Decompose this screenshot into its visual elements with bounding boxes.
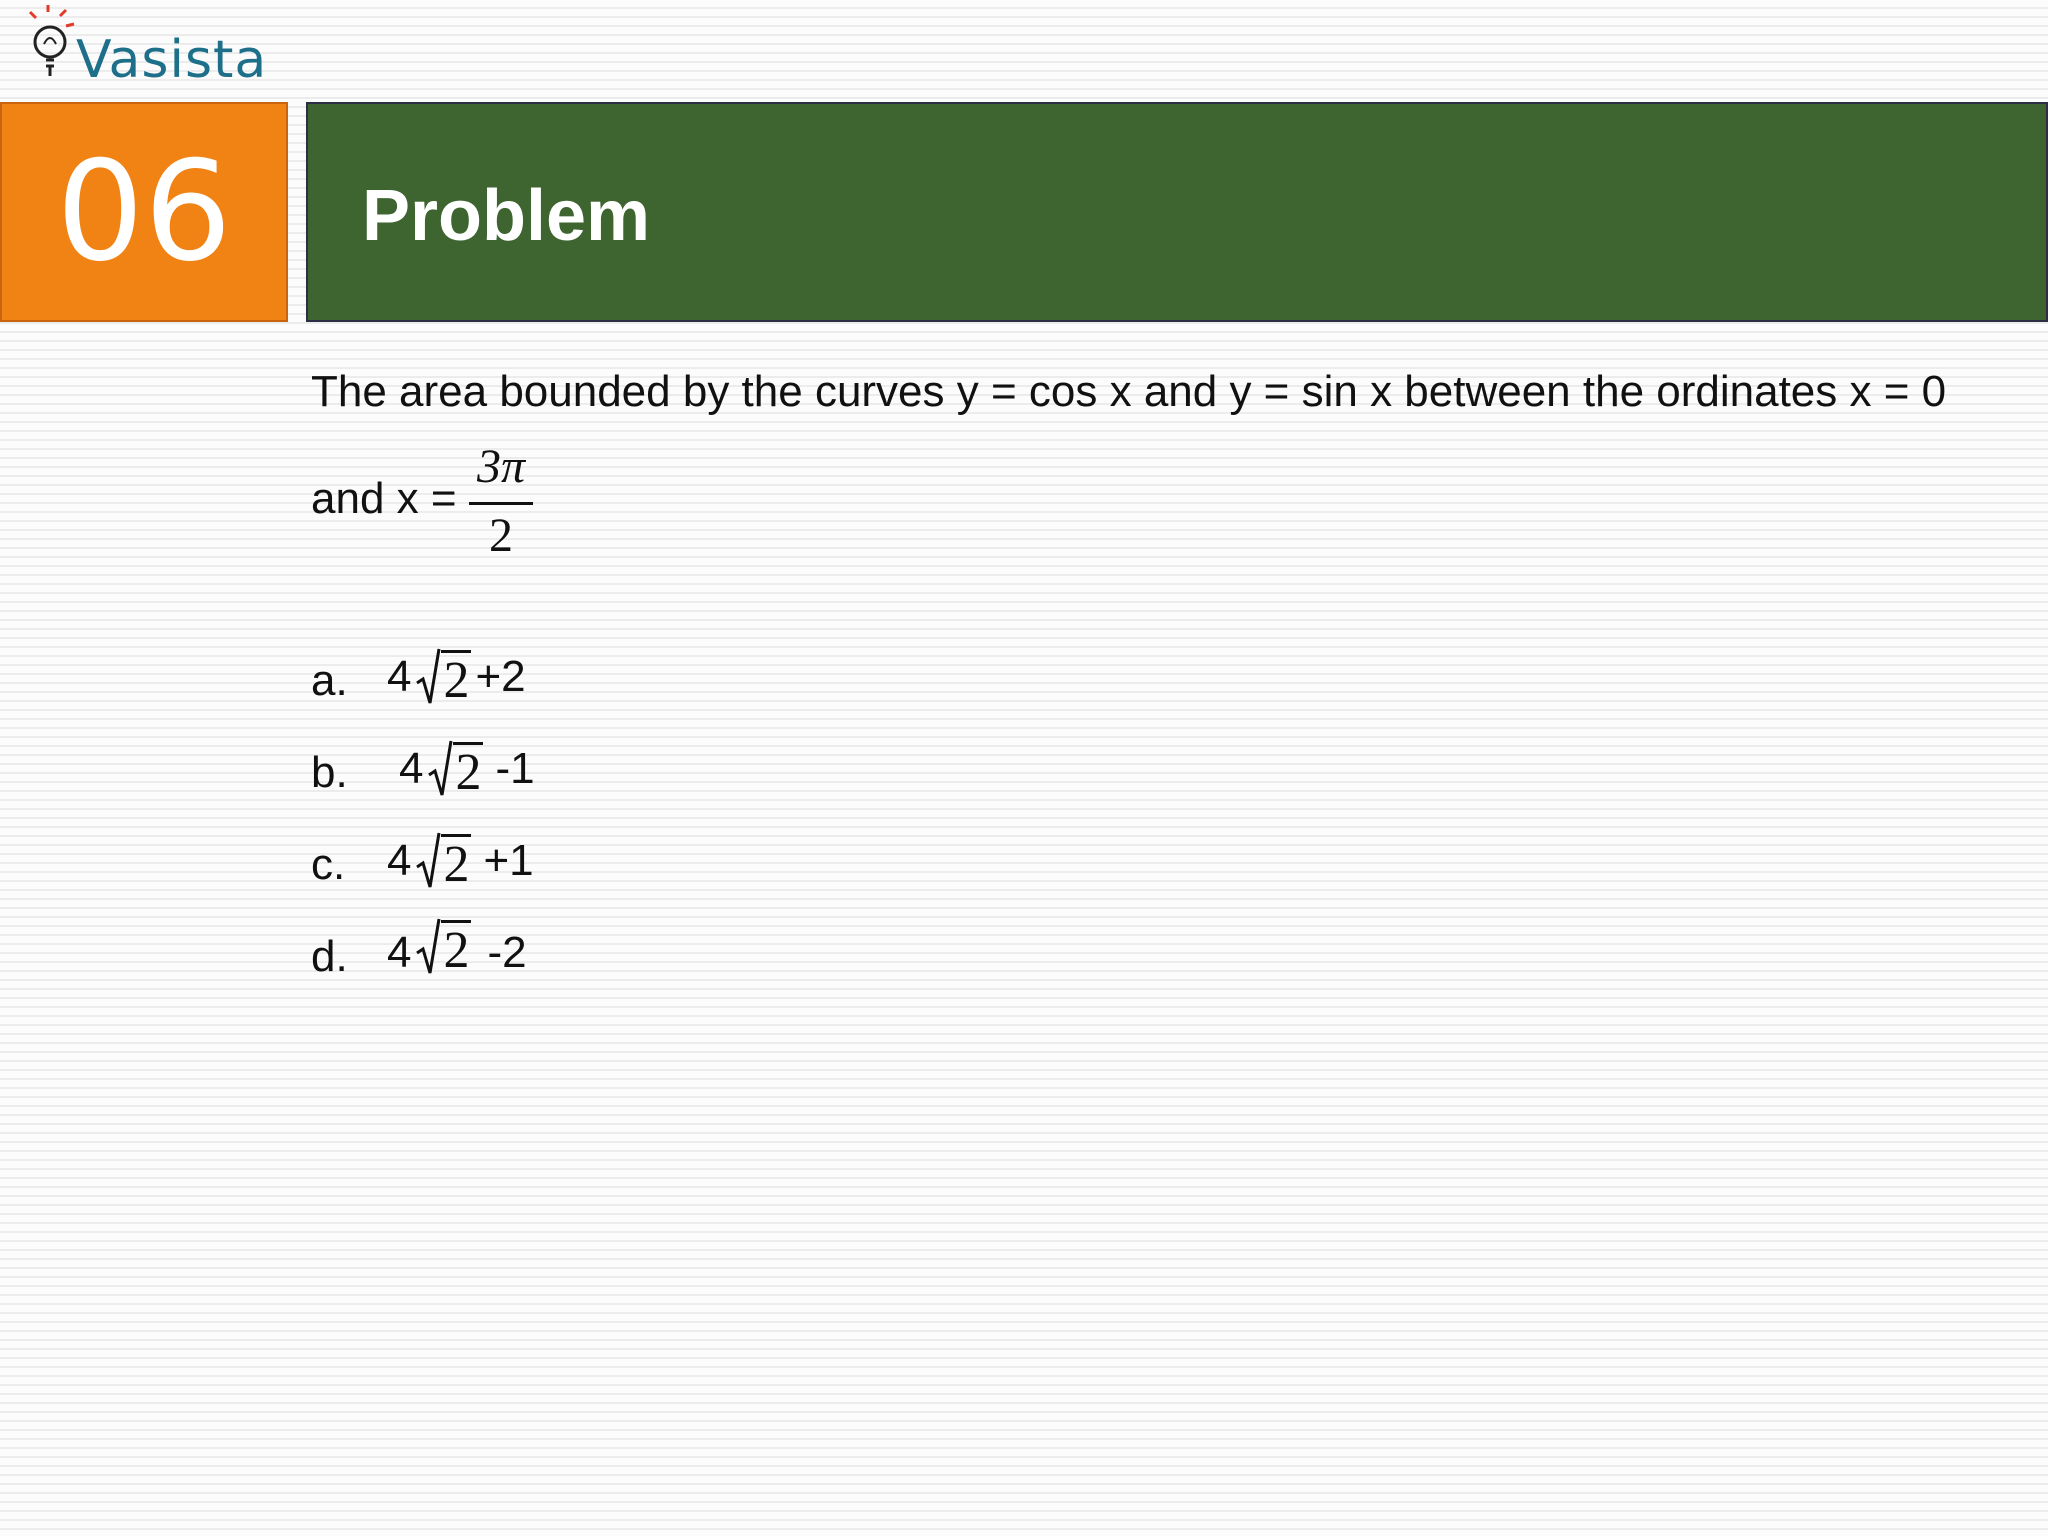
option-letter: c. [311,840,346,889]
square-root [415,831,471,891]
question-line-2-lead: and x = [311,474,457,523]
radicand: 2 [443,922,470,979]
lightbulb-icon [22,4,82,94]
radical-sign-icon [415,917,441,977]
option-expression [387,826,534,896]
logo-wordmark: Vasista [76,30,268,90]
page-title: Problem [362,176,651,256]
option-suffix: -2 [487,928,527,977]
option-coefficient: 4 [387,652,412,701]
option-expression [387,918,527,988]
slide-number-box [0,102,288,322]
radicand: 2 [455,744,482,801]
radical-sign-icon [415,647,441,707]
radicand: 2 [443,652,470,709]
slide-number: 06 [56,131,232,292]
option-expression [399,734,535,804]
option-expression [387,642,526,712]
option-coefficient: 4 [399,744,424,793]
fraction-numerator: 3π [476,440,526,493]
option-letter: d. [311,932,348,981]
fraction [469,440,533,563]
option-letter: a. [311,656,348,705]
square-root [415,917,471,977]
radical-sign-icon [427,739,453,799]
question-line-1: The area bounded by the curves y = cos x and y = sin x between the ordinates x = 0 [311,367,1947,416]
option-letter: b. [311,748,348,797]
fraction-bar [469,502,533,505]
radicand: 2 [443,836,470,893]
square-root [427,739,483,799]
option-suffix: +1 [483,836,534,885]
option-coefficient: 4 [387,928,412,977]
vasista-logo [22,4,292,96]
option-coefficient: 4 [387,836,412,885]
square-root [415,647,471,707]
option-suffix: -1 [495,744,535,793]
option-suffix: +2 [475,652,526,701]
fraction-denominator: 2 [489,509,513,562]
radical-sign-icon [415,831,441,891]
title-bar [306,102,2048,322]
